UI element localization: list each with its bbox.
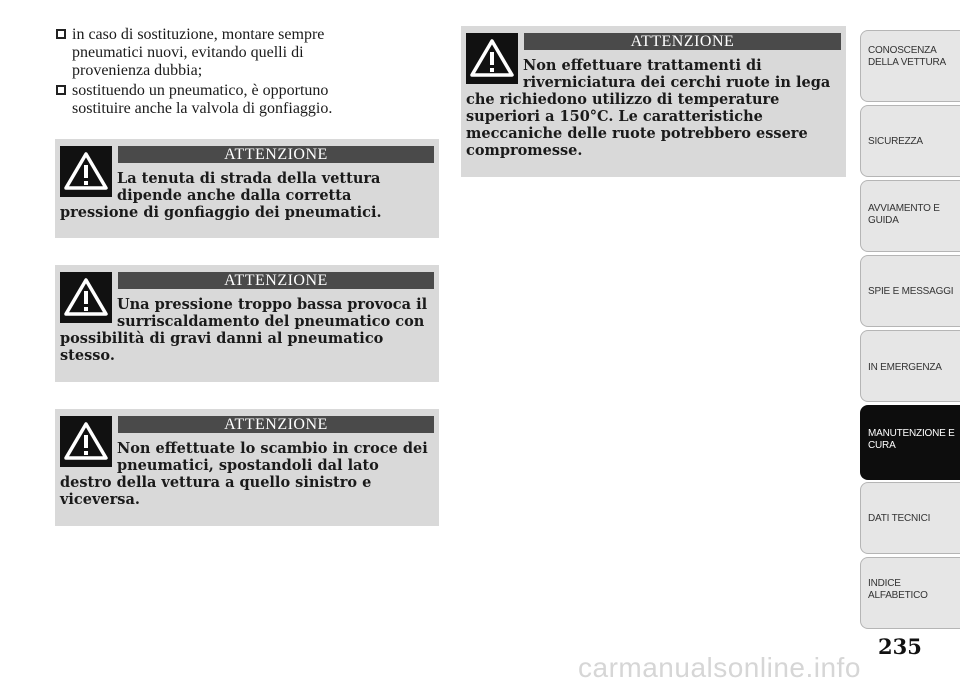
bullet-list xyxy=(56,26,436,120)
warning-title: ATTENZIONE xyxy=(524,33,841,50)
warning-title: ATTENZIONE xyxy=(118,416,434,433)
warning-box xyxy=(461,26,846,177)
list-item: sostituendo un pneumatico, è opportuno sostituire anche la valvola di gonfiaggio. xyxy=(56,82,436,118)
checkbox-bullet-icon xyxy=(56,85,66,95)
tab-conoscenza-della-vettura[interactable]: CONOSCENZA DELLA VETTURA xyxy=(860,30,960,102)
checkbox-bullet-icon xyxy=(56,29,66,39)
warning-title: ATTENZIONE xyxy=(118,146,434,163)
warning-text: Una pressione troppo bassa provoca il surriscaldamento del pneumatico con possibilità di gravi danni al pneumatico stesso. xyxy=(60,296,428,364)
tab-spie-e-messaggi[interactable]: SPIE E MESSAGGI xyxy=(860,255,960,327)
tab-avviamento-e-guida[interactable]: AVVIAMENTO E GUIDA xyxy=(860,180,960,252)
tab-in-emergenza[interactable]: IN EMERGENZA xyxy=(860,330,960,402)
warning-text: Non effettuare trattamenti di riverniciatura dei cerchi ruote in lega che richiedono utilizzo di temperature superiori a 150°C. Le caratteristiche meccaniche delle ruote potrebbero essere compromesse. xyxy=(466,57,831,159)
warning-title: ATTENZIONE xyxy=(118,272,434,289)
warning-box xyxy=(55,409,439,526)
tab-manutenzione-e-cura[interactable]: MANUTENZIONE E CURA xyxy=(860,405,960,480)
tab-indice-alfabetico[interactable]: INDICE ALFABETICO xyxy=(860,557,960,629)
warning-text: Non effettuate lo scambio in croce dei pneumatici, spostandoli dal lato destro della vettura a quello sinistro e viceversa. xyxy=(60,440,428,508)
page-number: 235 xyxy=(878,634,922,659)
warning-box xyxy=(55,139,439,238)
tab-sicurezza[interactable]: SICUREZZA xyxy=(860,105,960,177)
watermark: carmanualsonline.info xyxy=(578,652,861,683)
tab-dati-tecnici[interactable]: DATI TECNICI xyxy=(860,482,960,554)
warning-box xyxy=(55,265,439,382)
list-item: in caso di sostituzione, montare sempre pneumatici nuovi, evitando quelli di provenienza dubbia; xyxy=(56,26,436,80)
warning-text: La tenuta di strada della vettura dipende anche dalla corretta pressione di gonfiaggio dei pneumatici. xyxy=(60,170,382,221)
